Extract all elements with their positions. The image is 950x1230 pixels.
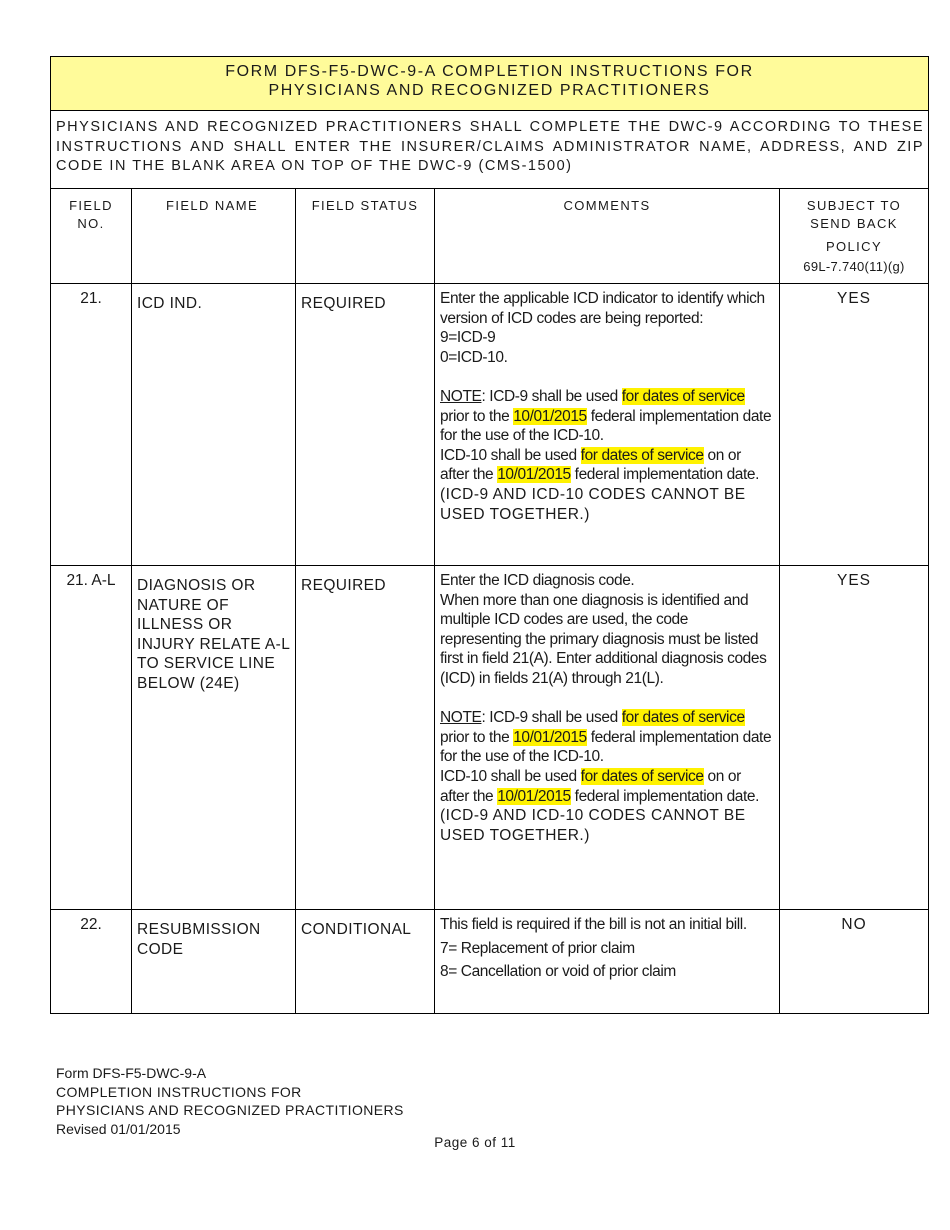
comment-text: 0=ICD-10.: [440, 348, 508, 366]
field-name: ICD IND.: [132, 284, 296, 566]
header-field-no-line2: NO.: [77, 216, 105, 231]
footer-revised: Revised 01/01/2015: [56, 1120, 181, 1137]
comment-text: Enter the ICD diagnosis code.: [440, 572, 635, 589]
comment-text: Enter the applicable ICD indicator to identify which version of ICD codes are being reported:: [440, 290, 765, 327]
highlight: 10/01/2015: [513, 407, 587, 425]
field-policy: NO: [780, 910, 929, 1014]
header-field-name: FIELD NAME: [132, 189, 296, 284]
field-policy: YES: [780, 284, 929, 566]
header-field-no: [51, 189, 132, 284]
highlight: 10/01/2015: [497, 787, 571, 805]
note-label: NOTE: [440, 387, 482, 405]
field-policy: YES: [780, 566, 929, 910]
header-row: [51, 189, 929, 284]
table-row: [51, 566, 929, 910]
field-comments: [435, 910, 780, 1014]
note-text: ICD-10 shall be used for dates of service on or after the 10/01/2015 federal implementation date.: [440, 767, 760, 805]
comment-text: This field is required if the bill is not an initial bill.: [440, 916, 747, 933]
header-comments: COMMENTS: [435, 189, 780, 284]
highlight: for dates of service: [580, 446, 704, 464]
note-text: ICD-10 shall be used for dates of service on or after the 10/01/2015 federal implementation date.: [440, 446, 760, 484]
note-label: NOTE: [440, 709, 482, 727]
highlight: 10/01/2015: [513, 728, 587, 746]
header-field-status: FIELD STATUS: [296, 189, 435, 284]
header-policy-line2: SEND BACK: [810, 216, 898, 231]
title-row: [51, 57, 929, 111]
note-caps: (ICD-9 AND ICD-10 CODES CANNOT BE USED TOGETHER.): [440, 807, 746, 844]
header-policy: [780, 189, 929, 284]
intro-row: [51, 111, 929, 189]
note-text: NOTE: ICD-9 shall be used for dates of service prior to the 10/01/2015 federal implementation date for the use of the ICD-10.: [440, 709, 772, 766]
footer-line3: PHYSICIANS AND RECOGNIZED PRACTITIONERS: [56, 1102, 404, 1118]
instructions-table: [50, 56, 929, 1014]
note-text: NOTE: ICD-9 shall be used for dates of service prior to the 10/01/2015 federal implementation date for the use of the ICD-10.: [440, 387, 772, 445]
footer-line2: COMPLETION INSTRUCTIONS FOR: [56, 1083, 302, 1100]
highlight: for dates of service: [621, 387, 745, 405]
header-field-no-line1: FIELD: [69, 198, 113, 213]
field-status: REQUIRED: [296, 284, 435, 566]
page-number: Page 6 of 11: [434, 1135, 516, 1150]
comment-text: 9=ICD-9: [440, 329, 496, 347]
highlight: 10/01/2015: [497, 466, 571, 484]
field-name: DIAGNOSIS OR NATURE OF ILLNESS OR INJURY RELATE A-L TO SERVICE LINE BELOW (24E): [132, 566, 296, 910]
header-policy-line1: SUBJECT TO: [806, 198, 902, 213]
field-no: 22.: [51, 910, 132, 1014]
field-no: 21. A-L: [51, 566, 132, 910]
comment-text: 7= Replacement of prior claim: [440, 939, 635, 957]
form-title-line2: PHYSICIANS AND RECOGNIZED PRACTITIONERS: [268, 82, 711, 99]
comment-text: 8= Cancellation or void of prior claim: [440, 963, 676, 981]
field-comments: [435, 566, 780, 910]
footer-form-id: Form DFS-F5-DWC-9-A: [56, 1065, 207, 1081]
table-row: [51, 910, 929, 1014]
field-name: RESUBMISSION CODE: [132, 910, 296, 1014]
field-comments: [435, 284, 780, 566]
highlight: for dates of service: [621, 709, 745, 727]
header-policy-ref: 69L-7.740(11)(g): [803, 259, 905, 274]
comment-text: When more than one diagnosis is identified and multiple ICD codes are used, the code representing the primary diagnosis must be listed first in field 21(A). Enter additional diagnosis codes (ICD) in fields 21(A) through 21(L).: [440, 591, 767, 687]
field-status: REQUIRED: [296, 566, 435, 910]
highlight: for dates of service: [580, 767, 704, 785]
note-caps: (ICD-9 AND ICD-10 CODES CANNOT BE USED TOGETHER.): [440, 485, 746, 523]
table-row: [51, 284, 929, 566]
intro-text: PHYSICIANS AND RECOGNIZED PRACTITIONERS SHALL COMPLETE THE DWC-9 ACCORDING TO THESE INSTRUCTIONS AND SHALL ENTER THE INSURER/CLAIMS ADMINISTRATOR NAME, ADDRESS, AND ZIP CODE IN THE BLANK AREA ON TOP OF THE DWC-9 (CMS-1500): [51, 111, 929, 189]
footer: [56, 1064, 404, 1138]
field-status: CONDITIONAL: [296, 910, 435, 1014]
form-title: [51, 57, 929, 111]
form-title-line1: FORM DFS-F5-DWC-9-A COMPLETION INSTRUCTIONS FOR: [225, 63, 754, 80]
field-no: 21.: [51, 284, 132, 566]
header-policy-line3: POLICY: [825, 239, 883, 254]
